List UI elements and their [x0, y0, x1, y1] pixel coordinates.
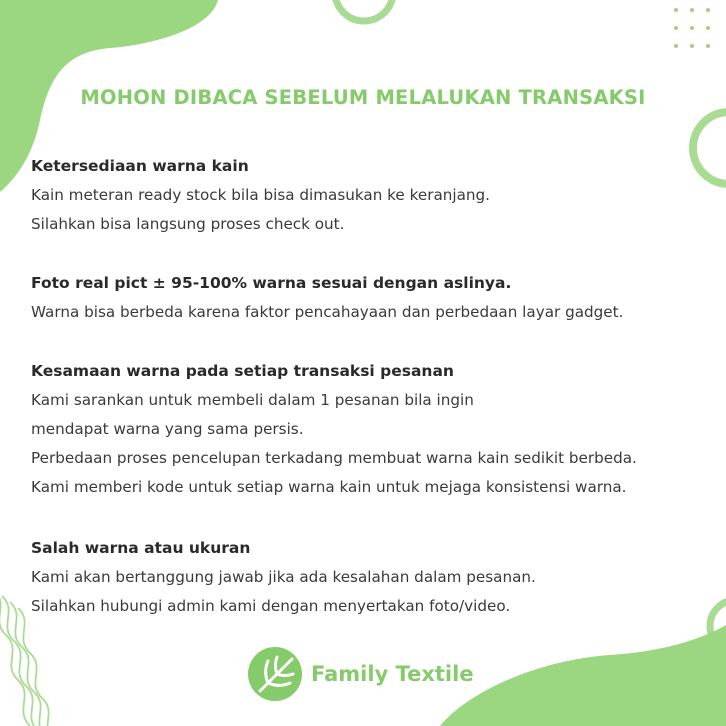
section-line: Silahkan bisa langsung proses check out.: [31, 215, 345, 233]
page-title: MOHON DIBACA SEBELUM MELALUKAN TRANSAKSI: [80, 86, 646, 109]
section-heading: Foto real pict ± 95-100% warna sesuai dengan aslinya.: [31, 274, 512, 292]
section-line: Kami sarankan untuk membeli dalam 1 pesanan bila ingin: [31, 391, 474, 409]
section-heading: Ketersediaan warna kain: [31, 157, 249, 175]
dot-grid: [674, 8, 710, 48]
top-ring: [335, 0, 393, 21]
section-line: Kami akan bertanggung jawab jika ada kesalahan dalam pesanan.: [31, 568, 536, 586]
section-line: Silahkan hubungi admin kami dengan menyertakan foto/video.: [31, 597, 511, 615]
brand-name: Family Textile: [311, 662, 474, 686]
section-stock: [31, 152, 721, 239]
section-color-match: [31, 357, 721, 502]
bottom-right-blob: [440, 625, 726, 726]
section-line: Kain meteran ready stock bila bisa dimasukan ke keranjang.: [31, 186, 490, 204]
section-line: Warna bisa berbeda karena faktor pencahayaan dan perbedaan layar gadget.: [31, 303, 624, 321]
section-photo: [31, 269, 721, 327]
section-heading: Kesamaan warna pada setiap transaksi pesanan: [31, 362, 454, 380]
section-heading: Salah warna atau ukuran: [31, 539, 251, 557]
leaf-icon: [247, 646, 303, 702]
section-line: mendapat warna yang sama persis.: [31, 420, 304, 438]
section-wrong-item: [31, 534, 721, 621]
section-line: Kami memberi kode untuk setiap warna kain untuk mejaga konsistensi warna.: [31, 478, 627, 496]
brand-logo: [247, 644, 474, 704]
section-line: Perbedaan proses pencelupan terkadang membuat warna kain sedikit berbeda.: [31, 449, 637, 467]
